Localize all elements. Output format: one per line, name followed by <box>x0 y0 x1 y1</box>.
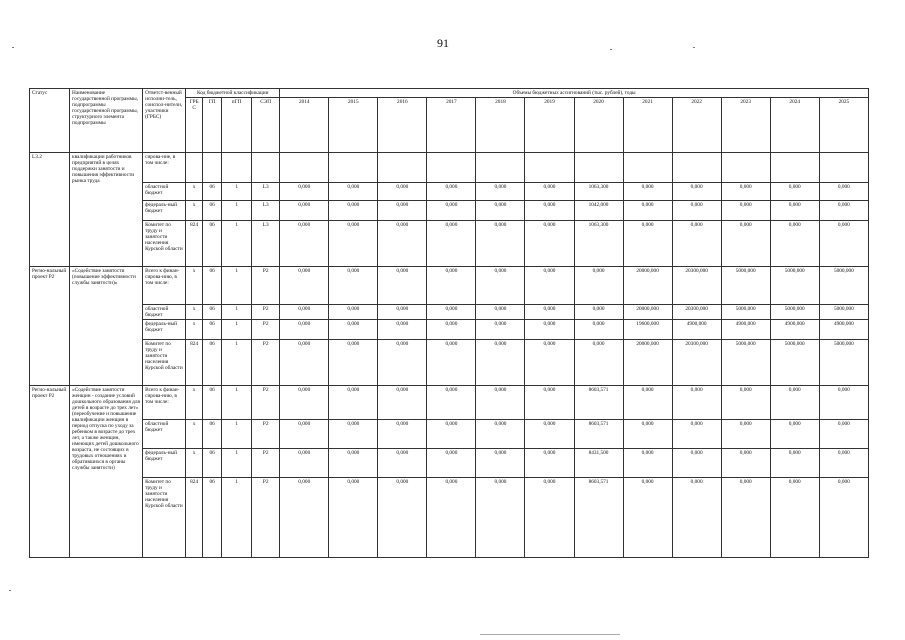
header-year: 2019 <box>525 98 574 153</box>
header-year: 2023 <box>721 98 770 153</box>
value-cell: 0,000 <box>770 386 819 420</box>
value-cell: 0,000 <box>427 221 476 267</box>
value-cell: 0,000 <box>623 449 672 478</box>
grbs-cell: х <box>186 305 203 320</box>
value-cell: 4900,000 <box>770 320 819 340</box>
value-cell: 0,000 <box>672 221 721 267</box>
value-cell: 0,000 <box>525 221 574 267</box>
value-cell: 0,000 <box>721 420 770 449</box>
grbs-cell: 824 <box>186 340 203 386</box>
value-cell <box>525 153 574 183</box>
header-year: 2024 <box>770 98 819 153</box>
header-code-group: Код бюджетной классификации <box>186 89 280 98</box>
value-cell: 0,000 <box>476 478 525 558</box>
table-row <box>30 267 869 305</box>
value-cell: 5000,000 <box>770 267 819 305</box>
value-cell: 0,000 <box>721 183 770 201</box>
header-status: Статус <box>30 89 70 153</box>
sep-cell: L3 <box>252 221 280 267</box>
executor-cell: Комитет по труду и занятости населения Курской области <box>143 478 186 558</box>
value-cell: 0,000 <box>476 420 525 449</box>
value-cell: 4900,000 <box>672 320 721 340</box>
table-row <box>30 305 869 320</box>
value-cell: 5000,000 <box>721 267 770 305</box>
value-cell: 4900,000 <box>819 320 868 340</box>
value-cell: 0,000 <box>280 267 329 305</box>
gp-cell: 06 <box>203 183 222 201</box>
value-cell: 0,000 <box>476 183 525 201</box>
value-cell: 0,000 <box>525 386 574 420</box>
table-row <box>30 420 869 449</box>
pgp-cell: 1 <box>222 478 252 558</box>
value-cell: 5000,000 <box>819 305 868 320</box>
budget-table <box>29 88 869 558</box>
value-cell <box>378 153 427 183</box>
value-cell: 0,000 <box>721 449 770 478</box>
grbs-cell: х <box>186 201 203 221</box>
value-cell: 0,000 <box>623 386 672 420</box>
value-cell: 0,000 <box>525 267 574 305</box>
header-year: 2014 <box>280 98 329 153</box>
value-cell: 0,000 <box>378 267 427 305</box>
value-cell: 0,000 <box>378 221 427 267</box>
pgp-cell: 1 <box>222 386 252 420</box>
header-year: 2015 <box>329 98 378 153</box>
sep-cell <box>252 153 280 183</box>
value-cell: 0,000 <box>623 478 672 558</box>
value-cell: 0,000 <box>280 221 329 267</box>
value-cell <box>476 153 525 183</box>
value-cell: 5000,000 <box>721 340 770 386</box>
value-cell: 8603,571 <box>574 386 623 420</box>
value-cell: 0,000 <box>721 221 770 267</box>
header-volumes: Объемы бюджетных ассигнований (тыс. рублей), годы <box>280 89 869 98</box>
value-cell: 1063,300 <box>574 183 623 201</box>
executor-cell: Комитет по труду и занятости населения Курской области <box>143 221 186 267</box>
value-cell: 1063,300 <box>574 221 623 267</box>
gp-cell: 06 <box>203 267 222 305</box>
grbs-cell: х <box>186 449 203 478</box>
executor-cell: федераль-ный бюджет <box>143 201 186 221</box>
value-cell: 0,000 <box>819 449 868 478</box>
value-cell: 0,000 <box>672 183 721 201</box>
status-cell: L3.2 <box>30 153 70 267</box>
grbs-cell: х <box>186 183 203 201</box>
value-cell: 20000,000 <box>623 305 672 320</box>
value-cell: 0,000 <box>525 420 574 449</box>
scan-speck <box>12 47 14 48</box>
page-number: 91 <box>437 36 449 50</box>
grbs-cell: х <box>186 320 203 340</box>
grbs-cell: 824 <box>186 478 203 558</box>
value-cell: 5000,000 <box>770 340 819 386</box>
value-cell: 0,000 <box>623 201 672 221</box>
header-executor: Ответст-венный исполни-тель, соиспол-нители, участники (ГРБС) <box>143 89 186 153</box>
value-cell: 0,000 <box>280 478 329 558</box>
executor-cell: областной бюджет <box>143 183 186 201</box>
scan-speck <box>693 47 695 48</box>
executor-cell: федераль-ный бюджет <box>143 449 186 478</box>
value-cell: 0,000 <box>329 201 378 221</box>
value-cell: 0,000 <box>378 478 427 558</box>
value-cell <box>427 153 476 183</box>
value-cell: 0,000 <box>574 320 623 340</box>
value-cell: 0,000 <box>476 305 525 320</box>
table-body <box>30 153 869 558</box>
value-cell: 0,000 <box>770 201 819 221</box>
grbs-cell <box>186 153 203 183</box>
header-pgp: пГП <box>222 98 252 153</box>
value-cell <box>280 153 329 183</box>
header-sep: СЭП <box>252 98 280 153</box>
value-cell: 8431,500 <box>574 449 623 478</box>
value-cell: 0,000 <box>280 449 329 478</box>
gp-cell: 06 <box>203 320 222 340</box>
value-cell <box>721 153 770 183</box>
name-cell: «Содействие занятости (повышение эффективности службы занятости)» <box>70 267 143 386</box>
sep-cell: Р2 <box>252 305 280 320</box>
header-row-top <box>30 89 869 98</box>
value-cell: 0,000 <box>378 320 427 340</box>
header-year: 2017 <box>427 98 476 153</box>
gp-cell: 06 <box>203 221 222 267</box>
pgp-cell: 1 <box>222 221 252 267</box>
value-cell: 0,000 <box>623 221 672 267</box>
value-cell: 0,000 <box>427 267 476 305</box>
pgp-cell: 1 <box>222 201 252 221</box>
value-cell: 0,000 <box>329 183 378 201</box>
value-cell: 0,000 <box>525 201 574 221</box>
gp-cell: 06 <box>203 478 222 558</box>
scan-speck <box>610 49 612 50</box>
value-cell: 0,000 <box>819 478 868 558</box>
table-row <box>30 320 869 340</box>
sep-cell: Р2 <box>252 320 280 340</box>
sep-cell: Р2 <box>252 267 280 305</box>
header-year: 2021 <box>623 98 672 153</box>
pgp-cell: 1 <box>222 449 252 478</box>
value-cell: 0,000 <box>427 183 476 201</box>
value-cell: 0,000 <box>329 305 378 320</box>
value-cell: 0,000 <box>476 221 525 267</box>
executor-cell: сирова-ние, в том числе: <box>143 153 186 183</box>
value-cell: 0,000 <box>378 340 427 386</box>
value-cell: 0,000 <box>378 201 427 221</box>
value-cell: 1042,000 <box>574 201 623 221</box>
value-cell: 0,000 <box>525 478 574 558</box>
value-cell: 0,000 <box>280 201 329 221</box>
value-cell: 0,000 <box>427 478 476 558</box>
executor-cell: областной бюджет <box>143 420 186 449</box>
pgp-cell: 1 <box>222 305 252 320</box>
sep-cell: Р2 <box>252 478 280 558</box>
pgp-cell: 1 <box>222 183 252 201</box>
value-cell: 5000,000 <box>819 340 868 386</box>
executor-cell: Всего к финан-сирова-нию, в том числе: <box>143 267 186 305</box>
value-cell: 0,000 <box>525 340 574 386</box>
value-cell: 0,000 <box>525 183 574 201</box>
grbs-cell: х <box>186 386 203 420</box>
header-year: 2020 <box>574 98 623 153</box>
table-row <box>30 449 869 478</box>
value-cell: 8603,571 <box>574 478 623 558</box>
value-cell: 20000,000 <box>623 267 672 305</box>
value-cell: 0,000 <box>770 221 819 267</box>
table-row <box>30 386 869 420</box>
value-cell: 0,000 <box>623 420 672 449</box>
table-row <box>30 153 869 183</box>
value-cell: 0,000 <box>329 221 378 267</box>
name-cell: квалификации работников предприятий в целях поддержки занятости и повышения эффективности рынка труда <box>70 153 143 267</box>
value-cell: 0,000 <box>819 386 868 420</box>
value-cell: 0,000 <box>329 420 378 449</box>
value-cell: 0,000 <box>427 201 476 221</box>
value-cell: 0,000 <box>525 305 574 320</box>
value-cell: 5000,000 <box>770 305 819 320</box>
value-cell: 0,000 <box>378 183 427 201</box>
value-cell: 0,000 <box>329 449 378 478</box>
value-cell <box>574 153 623 183</box>
value-cell <box>672 153 721 183</box>
pgp-cell: 1 <box>222 340 252 386</box>
value-cell: 0,000 <box>819 221 868 267</box>
header-year: 2016 <box>378 98 427 153</box>
executor-cell: федераль-ный бюджет <box>143 320 186 340</box>
value-cell: 0,000 <box>427 420 476 449</box>
sep-cell: L3 <box>252 183 280 201</box>
pgp-cell: 1 <box>222 320 252 340</box>
gp-cell: 06 <box>203 386 222 420</box>
value-cell: 0,000 <box>672 449 721 478</box>
scan-speck <box>480 634 620 635</box>
value-cell: 0,000 <box>672 201 721 221</box>
value-cell: 0,000 <box>427 449 476 478</box>
value-cell: 0,000 <box>574 340 623 386</box>
value-cell: 0,000 <box>770 478 819 558</box>
grbs-cell: х <box>186 420 203 449</box>
executor-cell: Комитет по труду и занятости населения Курской области <box>143 340 186 386</box>
value-cell: 5000,000 <box>721 305 770 320</box>
sep-cell: Р2 <box>252 340 280 386</box>
status-cell: Регио-нальный проект Р2 <box>30 267 70 386</box>
value-cell: 8603,571 <box>574 420 623 449</box>
executor-cell: областной бюджет <box>143 305 186 320</box>
value-cell: 0,000 <box>378 420 427 449</box>
value-cell: 0,000 <box>476 340 525 386</box>
value-cell: 0,000 <box>378 386 427 420</box>
value-cell: 0,000 <box>574 267 623 305</box>
value-cell: 0,000 <box>329 340 378 386</box>
executor-cell: Всего к финан-сирова-нию, в том числе: <box>143 386 186 420</box>
value-cell: 0,000 <box>770 420 819 449</box>
header-year: 2022 <box>672 98 721 153</box>
pgp-cell: 1 <box>222 420 252 449</box>
header-year: 2018 <box>476 98 525 153</box>
value-cell: 0,000 <box>329 478 378 558</box>
table-row <box>30 183 869 201</box>
header-name: Наименование государственной программы, подпрограммы государственной программы, структурного элемента подпрограммы <box>70 89 143 153</box>
value-cell: 0,000 <box>525 449 574 478</box>
name-cell: «Содействие занятости женщин - создание условий дошкольного образования для детей в возрасте до трех лет» (переобучение и повышение квалификации женщин в период отпуска по уходу за ребенком в возрасте до трех лет, а также женщин, имеющих детей дошкольного возраста, не состоящих в трудовых отношениях и обратившихся в органы службы занятости) <box>70 386 143 558</box>
sep-cell: Р2 <box>252 386 280 420</box>
value-cell <box>770 153 819 183</box>
value-cell: 0,000 <box>721 478 770 558</box>
value-cell: 0,000 <box>819 201 868 221</box>
value-cell <box>623 153 672 183</box>
value-cell: 0,000 <box>476 267 525 305</box>
value-cell: 0,000 <box>329 386 378 420</box>
value-cell: 0,000 <box>721 201 770 221</box>
value-cell: 0,000 <box>280 183 329 201</box>
value-cell: 0,000 <box>476 201 525 221</box>
header-gp: ГП <box>203 98 222 153</box>
value-cell: 0,000 <box>280 386 329 420</box>
sep-cell: Р2 <box>252 449 280 478</box>
value-cell: 0,000 <box>819 183 868 201</box>
value-cell: 4900,000 <box>721 320 770 340</box>
value-cell: 0,000 <box>623 183 672 201</box>
sep-cell: L3 <box>252 201 280 221</box>
value-cell: 0,000 <box>770 183 819 201</box>
value-cell: 20300,000 <box>672 340 721 386</box>
gp-cell: 06 <box>203 340 222 386</box>
status-cell: Регио-нальный проект Р2 <box>30 386 70 558</box>
value-cell <box>329 153 378 183</box>
table-row <box>30 221 869 267</box>
value-cell: 0,000 <box>280 320 329 340</box>
value-cell: 20300,000 <box>672 267 721 305</box>
table-row <box>30 201 869 221</box>
value-cell: 0,000 <box>672 386 721 420</box>
value-cell <box>819 153 868 183</box>
value-cell: 0,000 <box>574 305 623 320</box>
value-cell: 0,000 <box>476 386 525 420</box>
value-cell: 0,000 <box>280 305 329 320</box>
gp-cell: 06 <box>203 305 222 320</box>
gp-cell: 06 <box>203 201 222 221</box>
sep-cell: Р2 <box>252 420 280 449</box>
table-row <box>30 478 869 558</box>
value-cell: 0,000 <box>525 320 574 340</box>
scan-speck <box>9 590 11 591</box>
value-cell: 0,000 <box>721 386 770 420</box>
value-cell: 19600,000 <box>623 320 672 340</box>
value-cell: 0,000 <box>427 340 476 386</box>
gp-cell: 06 <box>203 420 222 449</box>
pgp-cell <box>222 153 252 183</box>
value-cell: 0,000 <box>280 340 329 386</box>
value-cell: 0,000 <box>378 449 427 478</box>
value-cell: 20300,000 <box>672 305 721 320</box>
value-cell: 0,000 <box>329 320 378 340</box>
value-cell: 0,000 <box>427 386 476 420</box>
value-cell: 0,000 <box>427 305 476 320</box>
value-cell: 0,000 <box>819 420 868 449</box>
value-cell: 5000,000 <box>819 267 868 305</box>
header-year: 2025 <box>819 98 868 153</box>
gp-cell: 06 <box>203 449 222 478</box>
gp-cell <box>203 153 222 183</box>
value-cell: 0,000 <box>280 420 329 449</box>
header-grbs: ГРБ С <box>186 98 203 153</box>
table-row <box>30 340 869 386</box>
value-cell: 0,000 <box>476 320 525 340</box>
value-cell: 20000,000 <box>623 340 672 386</box>
grbs-cell: 824 <box>186 221 203 267</box>
value-cell: 0,000 <box>672 420 721 449</box>
value-cell: 0,000 <box>427 320 476 340</box>
value-cell: 0,000 <box>329 267 378 305</box>
value-cell: 0,000 <box>770 449 819 478</box>
value-cell: 0,000 <box>672 478 721 558</box>
value-cell: 0,000 <box>378 305 427 320</box>
grbs-cell: х <box>186 267 203 305</box>
pgp-cell: 1 <box>222 267 252 305</box>
value-cell: 0,000 <box>476 449 525 478</box>
